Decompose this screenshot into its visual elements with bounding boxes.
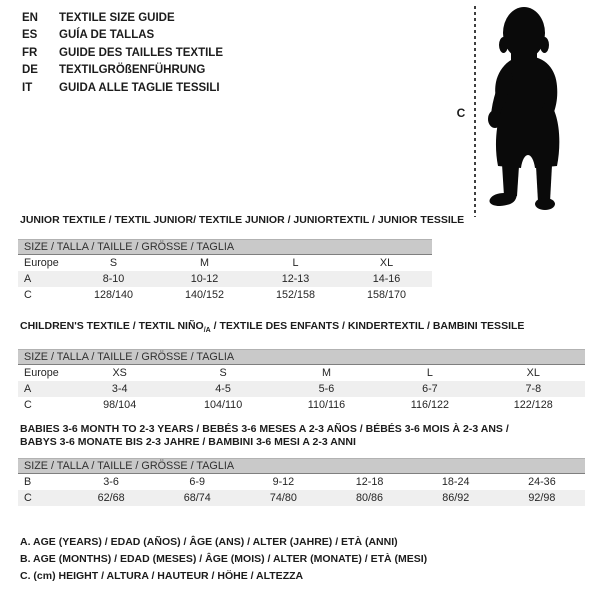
row-label: Europe bbox=[24, 367, 59, 379]
table-row bbox=[18, 255, 432, 272]
size-header-bar: SIZE / TALLA / TAILLE / GRÖSSE / TAGLIA bbox=[18, 459, 585, 474]
babies-title-line2: BABYS 3-6 MONATE BIS 2-3 JAHRE / BAMBINI 3-6 MESI A 2-3 ANNI bbox=[20, 436, 356, 448]
junior-size-table bbox=[18, 239, 432, 303]
cell: 7-8 bbox=[525, 383, 542, 395]
table-header-row bbox=[18, 240, 432, 255]
measure-label-c: C bbox=[456, 106, 466, 120]
cell: 104/110 bbox=[203, 399, 243, 411]
cell: 3-4 bbox=[111, 383, 128, 395]
table-header-row bbox=[18, 459, 585, 474]
language-code: IT bbox=[22, 81, 33, 94]
table-row bbox=[18, 287, 432, 303]
babies-section-title bbox=[20, 423, 509, 449]
row-label: C bbox=[24, 289, 32, 301]
children-size-table bbox=[18, 349, 585, 413]
cell: M bbox=[321, 367, 331, 379]
cell: L bbox=[426, 367, 433, 379]
size-header-bar: SIZE / TALLA / TAILLE / GRÖSSE / TAGLIA bbox=[18, 240, 432, 255]
cell: 24-36 bbox=[528, 476, 556, 488]
footnote-a: A. AGE (YEARS) / EDAD (AÑOS) / ÂGE (ANS) / ALTER (JAHRE) / ETÀ (ANNI) bbox=[20, 536, 398, 548]
cell: 92/98 bbox=[528, 492, 556, 504]
row-label: Europe bbox=[24, 257, 59, 269]
cell: XS bbox=[112, 367, 127, 379]
cell: 140/152 bbox=[184, 289, 225, 301]
cell: 68/74 bbox=[183, 492, 211, 504]
table-row bbox=[18, 365, 585, 382]
children-title-subscript: /A bbox=[203, 327, 211, 335]
language-code: EN bbox=[22, 11, 38, 24]
babies-size-table bbox=[18, 458, 585, 506]
cell: 158/170 bbox=[366, 289, 407, 301]
language-row-de bbox=[22, 62, 223, 80]
cell: 12-18 bbox=[355, 476, 384, 488]
cell: 10-12 bbox=[190, 273, 219, 285]
language-row-it bbox=[22, 79, 223, 97]
children-title-prefix: CHILDREN'S TEXTILE / TEXTIL NIÑO bbox=[20, 320, 204, 332]
guide-title-en: TEXTILE SIZE GUIDE bbox=[59, 11, 175, 24]
table-row bbox=[18, 474, 585, 491]
babies-title-line1: BABIES 3-6 MONTH TO 2-3 YEARS / BEBÉS 3-6 MESES A 2-3 AÑOS / BÉBÉS 3-6 MOIS À 2-3 ANS / bbox=[20, 423, 509, 435]
cell: 3-6 bbox=[103, 476, 119, 488]
table-row bbox=[18, 271, 432, 287]
toddler-silhouette bbox=[484, 6, 579, 213]
cell: 122/128 bbox=[513, 399, 553, 411]
cell: 5-6 bbox=[318, 383, 335, 395]
language-code: ES bbox=[22, 29, 38, 42]
children-section-title bbox=[20, 320, 524, 337]
guide-title-it: GUIDA ALLE TAGLIE TESSILI bbox=[59, 81, 220, 94]
guide-title-de: TEXTILGRÖßENFÜHRUNG bbox=[59, 64, 206, 77]
guide-title-fr: GUIDE DES TAILLES TEXTILE bbox=[59, 46, 223, 59]
language-code: FR bbox=[22, 46, 38, 59]
cell: 6-7 bbox=[422, 383, 438, 395]
cell: 9-12 bbox=[272, 476, 295, 488]
cell: L bbox=[292, 257, 299, 269]
cell: 98/104 bbox=[103, 399, 137, 411]
cell: 6-9 bbox=[189, 476, 206, 488]
guide-title-es: GUÍA DE TALLAS bbox=[59, 29, 155, 42]
row-label: C bbox=[24, 492, 32, 504]
table-row bbox=[18, 381, 585, 397]
cell: S bbox=[219, 367, 227, 379]
size-header-bar: SIZE / TALLA / TAILLE / GRÖSSE / TAGLIA bbox=[18, 350, 585, 365]
cell: 12-13 bbox=[281, 273, 310, 285]
cell: 8-10 bbox=[102, 273, 125, 285]
table-header-row bbox=[18, 350, 585, 365]
language-row-fr bbox=[22, 44, 223, 62]
cell: 4-5 bbox=[215, 383, 231, 395]
cell: 116/122 bbox=[410, 399, 449, 411]
cell: 18-24 bbox=[441, 476, 470, 488]
row-label: B bbox=[24, 476, 32, 488]
table-row bbox=[18, 490, 585, 506]
row-label: A bbox=[24, 273, 32, 285]
children-title-suffix: / TEXTILE DES ENFANTS / KINDERTEXTIL / BAMBINI TESSILE bbox=[210, 320, 525, 332]
cell: 14-16 bbox=[372, 273, 401, 285]
height-measure-dashed-line bbox=[474, 6, 476, 217]
cell: M bbox=[200, 257, 209, 269]
cell: 110/116 bbox=[307, 399, 346, 411]
footnote-c: C. (cm) HEIGHT / ALTURA / HAUTEUR / HÖHE / ALTEZZA bbox=[20, 570, 304, 582]
cell: 128/140 bbox=[93, 289, 134, 301]
junior-section-title: JUNIOR TEXTILE / TEXTIL JUNIOR/ TEXTILE JUNIOR / JUNIORTEXTIL / JUNIOR TESSILE bbox=[20, 214, 465, 226]
cell: 86/92 bbox=[442, 492, 470, 504]
cell: XL bbox=[379, 257, 394, 269]
row-label: A bbox=[24, 383, 32, 395]
cell: 74/80 bbox=[269, 492, 297, 504]
language-row-es bbox=[22, 27, 223, 45]
language-row-en bbox=[22, 9, 223, 27]
row-label: C bbox=[24, 399, 32, 411]
cell: 80/86 bbox=[356, 492, 384, 504]
cell: 152/158 bbox=[275, 289, 316, 301]
footnote-legend bbox=[20, 534, 427, 585]
footnote-b: B. AGE (MONTHS) / EDAD (MESES) / ÂGE (MOIS) / ALTER (MONATE) / ETÀ (MESI) bbox=[20, 553, 428, 565]
cell: S bbox=[109, 257, 118, 269]
language-code: DE bbox=[22, 64, 38, 77]
cell: 62/68 bbox=[97, 492, 125, 504]
language-title-list bbox=[22, 9, 223, 97]
cell: XL bbox=[526, 367, 540, 379]
table-row bbox=[18, 397, 585, 413]
